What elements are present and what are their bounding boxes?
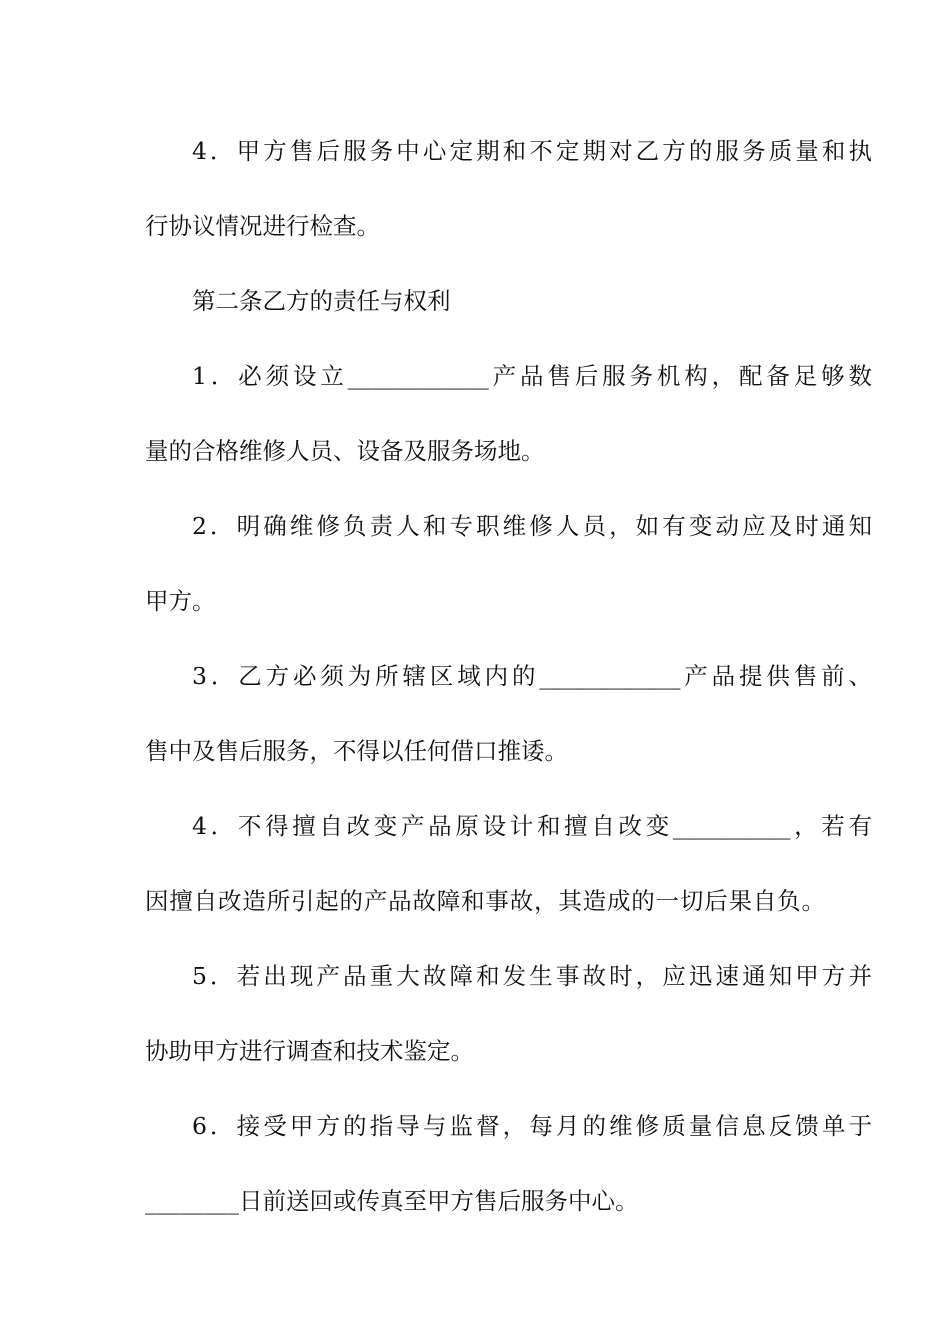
paragraph-line: 2．明确维修负责人和专职维修人员，如有变动应及时通知 (192, 512, 872, 540)
paragraph-line: 1．必须设立____________产品售后服务机构，配备足够数 (192, 362, 872, 390)
paragraph-line: 甲方。 (145, 587, 216, 615)
paragraph-line: 6．接受甲方的指导与监督，每月的维修质量信息反馈单于 (192, 1112, 872, 1140)
paragraph-line: 行协议情况进行检查。 (145, 212, 380, 240)
paragraph-line: 4．甲方售后服务中心定期和不定期对乙方的服务质量和执 (192, 137, 872, 165)
paragraph-line: 3．乙方必须为所辖区域内的____________产品提供售前、 (192, 662, 872, 690)
paragraph-line: 售中及售后服务，不得以任何借口推诿。 (145, 737, 568, 765)
paragraph-line: 4．不得擅自改变产品原设计和擅自改变__________，若有 (192, 812, 872, 840)
section-heading: 第二条乙方的责任与权利 (192, 287, 451, 315)
paragraph-line: 因擅自改造所引起的产品故障和事故，其造成的一切后果自负。 (145, 887, 825, 915)
paragraph-line: 协助甲方进行调查和技术鉴定。 (145, 1037, 474, 1065)
paragraph-line: 5．若出现产品重大故障和发生事故时，应迅速通知甲方并 (192, 962, 872, 990)
paragraph-line: 量的合格维修人员、设备及服务场地。 (145, 437, 545, 465)
paragraph-line: ________日前送回或传真至甲方售后服务中心。 (145, 1187, 639, 1215)
